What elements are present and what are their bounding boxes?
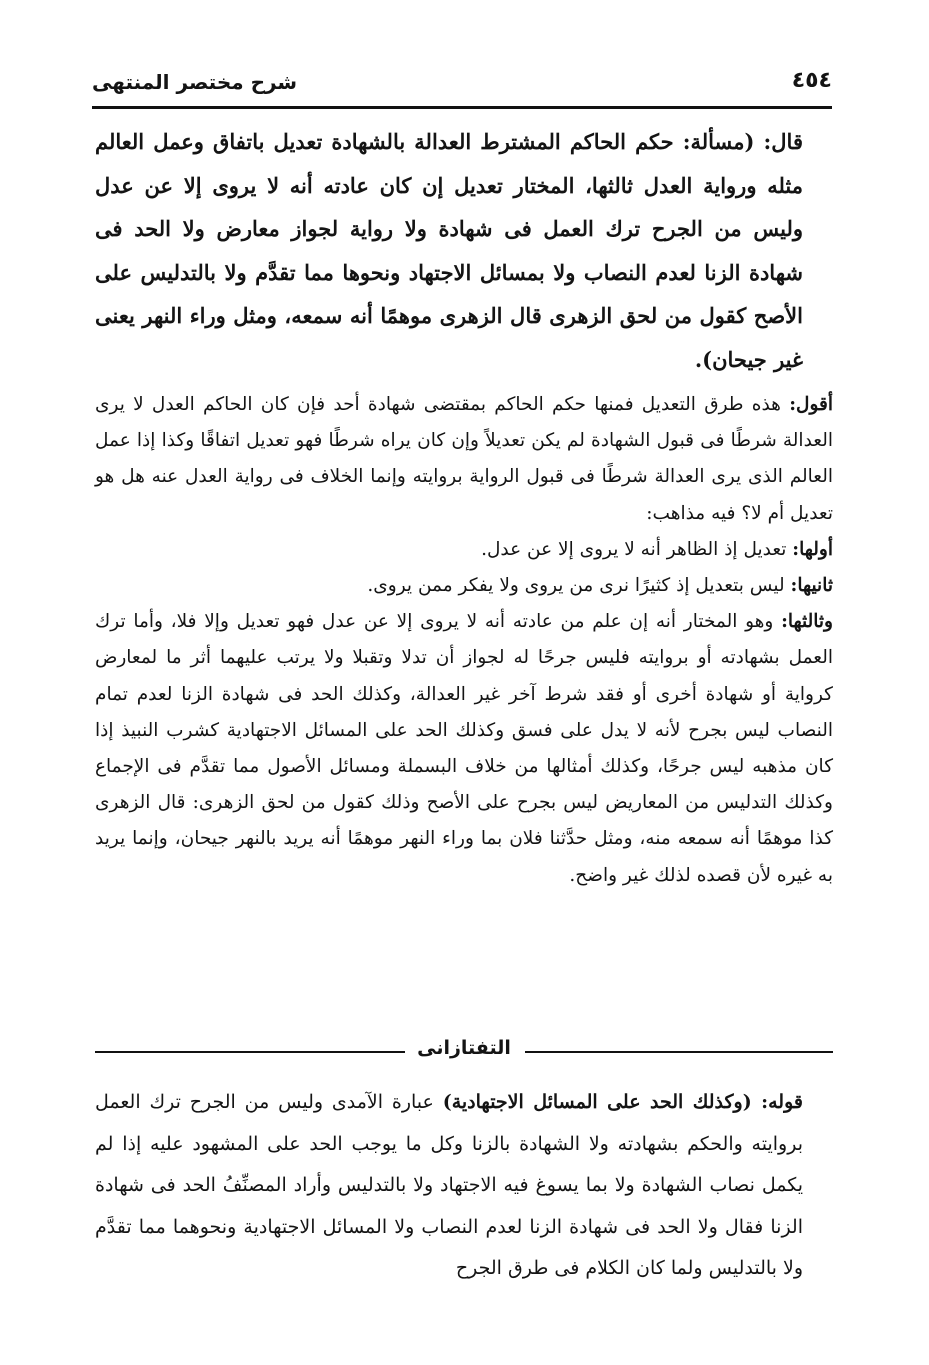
page-number: ٤٥٤ <box>791 68 832 93</box>
divider-line-right <box>525 1051 833 1053</box>
paragraph-lead: قوله: (وكذلك الحد على المسائل الاجتهادية) <box>442 1091 803 1113</box>
sharh-paragraph <box>95 532 833 568</box>
matn-paragraph: قال: (مسألة: حكم الحاكم المشترط العدالة بالشهادة تعديل باتفاق وعمل العالم مثله ورواية العدل ثالثها، المختار تعديل إن كان عادته أنه لا يروى إلا عن عدل وليس من الجرح ترك العمل فى شهادة ولا رواية لجواز معارض ولا الحد فى شهادة الزنا لعدم النصاب ولا بمسائل الاجتهاد ونحوها مما تقدَّم ولا بالتدليس على الأصح كقول من لحق الزهرى قال الزهرى موهمًا أنه سمعه، ومثل وراء النهر يعنى غير جيحان). <box>95 129 803 372</box>
paragraph-text: تعديل إذ الظاهر أنه لا يروى إلا عن عدل. <box>481 538 793 560</box>
hashiya-gloss-block <box>95 1082 833 1290</box>
paragraph-text: ليس بتعديل إذ كثيرًا نرى من يروى ولا يفكر ممن يروى. <box>367 575 791 597</box>
sharh-commentary-block <box>95 387 833 894</box>
matn-text-block <box>95 120 833 382</box>
sharh-paragraph <box>95 387 833 532</box>
running-title: شرح مختصر المنتهى <box>92 70 298 94</box>
hashiya-paragraph <box>95 1082 833 1290</box>
sharh-paragraph <box>95 568 833 604</box>
paragraph-text: هذه طرق التعديل فمنها حكم الحاكم بمقتضى شهادة أحد فإن كان الحاكم العدل لا يرى العدالة شرطًا فى قبول الشهادة لم يكن تعديلاً وإن كان يراه شرطًا فهو تعديل اتفاقًا وكذا إذا عمل العالم الذى يرى العدالة شرطًا فى قبول الرواية بروايته وإنما الخلاف فى رواية العدل عنه هل هو تعديل أم لا؟ فيه مذاهب: <box>95 394 833 524</box>
section-divider <box>95 1037 833 1063</box>
paragraph-text: عبارة الآمدى وليس من الجرح ترك العمل بروايته والحكم بشهادته ولا الشهادة بالزنا وكل ما يوجب الحد على المشهود عليه إذا لم يكمل نصاب الشهادة ولا بما يسوغ فيه الاجتهاد ولا بالتدليس وأراد المصنِّفُ الحد فى شهادة الزنا فقال ولا الحد فى شهادة الزنا لعدم النصاب ولا المسائل الاجتهادية ونحوهما مما تقدَّم ولا بالتدليس ولما كان الكلام فى طرق الجرح <box>95 1091 803 1279</box>
paragraph-lead: أولها: <box>792 538 833 560</box>
divider-label: التفتازانى <box>417 1037 511 1059</box>
divider-line-left <box>95 1051 405 1053</box>
sharh-paragraph <box>95 604 833 894</box>
paragraph-lead: وثالثها: <box>781 611 833 633</box>
paragraph-lead: ثانيها: <box>790 575 833 597</box>
paragraph-lead: أقول: <box>789 394 833 415</box>
paragraph-text: وهو المختار أنه إن علم من عادته أنه لا يروى إلا عن عدل فهو تعديل وإلا فلا، وأما ترك العمل بشهادته أو بروايته فليس جرحًا له لجواز أن تدلا وتقبلا ولا يرتب عليهما أثر ما لمعارض كرواية أو شهادة أخرى أو فقد شرط آخر غير العدالة، وكذلك الحد فى شهادة الزنا لعدم تمام النصاب ليس بجرح لأنه لا يدل على فسق وكذلك الحد على المسائل الاجتهادية كشرب النبيذ إذا كان مذهبه ليس جرحًا، وكذلك أمثالها من خلاف البسملة ومسائل الأصول مما تقدَّم فى الإجماع وكذلك التدليس من المعاريض ليس بجرح على الأصح وذلك كقول من لحق الزهرى: قال الزهرى كذا موهمًا أنه سمعه منه، ومثل حدَّثنا فلان بما وراء النهر موهمًا أنه يريد بالنهر جيحان، وإنما يريد به غيره لأن قصده لذلك غير واضح. <box>95 611 833 886</box>
header-rule <box>92 106 832 109</box>
page-header <box>92 70 832 100</box>
